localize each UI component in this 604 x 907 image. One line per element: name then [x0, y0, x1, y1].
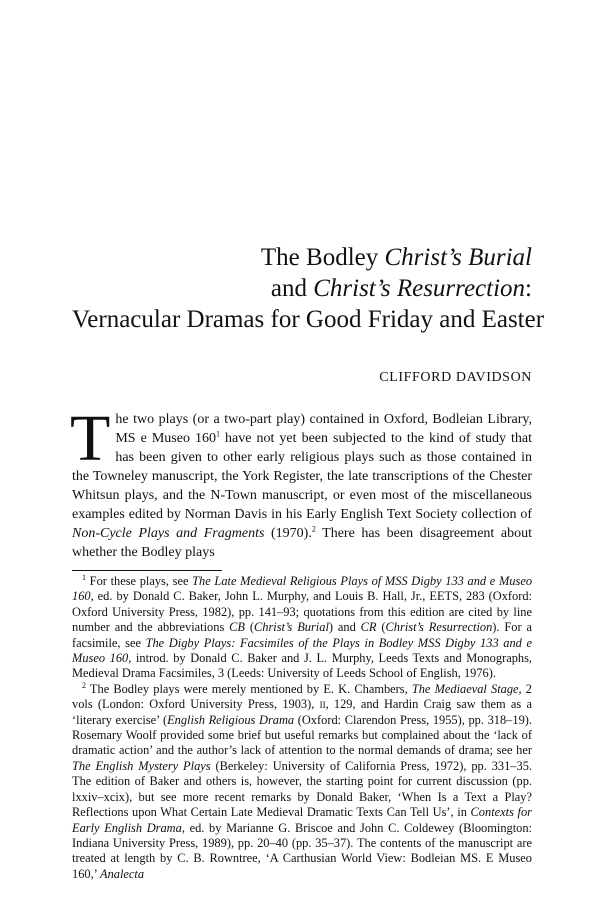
drop-cap: T	[70, 402, 111, 475]
footnote-number: 2	[82, 680, 86, 690]
title-italic-text: Christ’s Resurrection	[313, 275, 526, 302]
note-italic: The Digby Plays: Facsimiles of the Plays in Bodley MSS Digby 133 and e Museo 160	[72, 635, 532, 666]
note-italic: Christ’s Resurrection	[385, 620, 493, 635]
footnote-ref-2[interactable]: 2	[311, 524, 316, 534]
author-name: CLIFFORD DAVIDSON	[379, 370, 532, 385]
note-italic: Contexts for Early English Drama	[72, 805, 532, 835]
note-italic: English Religious Drama	[167, 712, 295, 727]
body-span: have not yet been subjected to the kind of study that has been given to other early religious plays such as those contained in the Towneley manuscript, the York Register, the late transcriptions of the Chester Whitsun plays, and the N-Town manuscript, or even most of the miscellaneous examples edited by Norman Davis in his Early English Text Society collection of	[72, 431, 532, 522]
footnote-ref-1[interactable]: 1	[216, 429, 220, 439]
footnote-divider	[72, 570, 222, 571]
note-span: (Berkeley: University of California Press, 1972), pp. 331–35. The edition of Baker and others is, however, the starting point for current discussion (pp. lxxiv–xcix), but see more recent remarks by Donald Baker, ‘When Is a Text a Play? Reflections upon What Certain Late Medieval Dramatic Texts Can Tell Us’, in	[72, 758, 532, 820]
note-span: ). For a facsimile, see	[72, 620, 532, 650]
note-span: For these plays, see	[86, 574, 193, 588]
footnote-2	[72, 682, 532, 882]
note-span: The Bodley plays were merely mentioned by E. K. Chambers,	[86, 681, 412, 696]
note-span: (	[376, 620, 386, 635]
title-line-3: Vernacular Dramas for Good Friday and Easter	[72, 306, 545, 333]
note-span: , 129, and Hardin Craig saw them as a ‘literary exercise’ (	[72, 697, 532, 727]
note-span: , ed. by Donald C. Baker, John L. Murphy, and Louis B. Hall, Jr., EETS, 283 (Oxford: Oxford University Press, 1982), pp. 141–93; quotations from this edition are cited by line number and the abbreviations	[72, 589, 532, 635]
note-italic: The English Mystery Plays	[72, 758, 211, 773]
note-span: ) and	[328, 620, 361, 635]
footnote-number: 1	[82, 572, 86, 582]
note-span: , ed. by Marianne G. Briscoe and John C. Coldewey (Bloomington: Indiana University Press, 1989), pp. 20–40 (pp. 35–37). The contents of the manuscript are treated at length by C. B. Rowntree, ‘A Carthusian World View: Bodleian MS. E Museo 160,’	[72, 820, 532, 881]
title-text: :	[525, 275, 532, 302]
note-italic: Christ’s Burial	[254, 620, 329, 635]
body-paragraph	[70, 402, 532, 562]
body-span: (1970).	[264, 526, 312, 541]
title-text: and	[270, 275, 314, 302]
title-italic-text: Christ’s Burial	[384, 244, 532, 271]
title-line-1	[261, 243, 532, 273]
note-span: (Oxford: Clarendon Press, 1955), pp. 318–19). Rosemary Woolf provided some brief but useful remarks but complained about the ‘lack of dramatic action’ and the author’s lack of attention to the normal demands of drama; see her	[72, 712, 532, 758]
note-span: , introd. by Donald C. Baker and J. L. Murphy, Leeds Texts and Monographs, Medieval Drama Facsimiles, 3 (Leeds: University of Leeds School of English, 1976).	[72, 651, 533, 681]
title-line-2	[271, 274, 532, 304]
body-text	[70, 402, 532, 562]
body-italic-span: Non-Cycle Plays and Fragments	[72, 526, 265, 541]
note-italic: Analecta	[100, 866, 145, 881]
note-italic: The Late Medieval Religious Plays of MSS Digby 133 and e Museo 160	[72, 574, 533, 604]
body-span: he two plays (or a two-part play) contained in Oxford, Bodleian Library, MS e Museo 160	[115, 412, 532, 446]
note-italic: CB	[229, 620, 245, 635]
footnote-1	[72, 574, 532, 682]
body-span: There has been disagreement about whether the Bodley plays	[72, 526, 532, 560]
note-smallcaps: ii	[319, 697, 326, 712]
title-text: The Bodley	[260, 244, 385, 271]
note-italic: The Mediaeval Stage	[411, 681, 519, 696]
note-span: , 2 vols (London: Oxford University Press, 1903),	[72, 681, 532, 712]
note-italic: CR	[360, 620, 377, 635]
footnotes	[72, 574, 532, 882]
note-span: (	[244, 620, 254, 635]
